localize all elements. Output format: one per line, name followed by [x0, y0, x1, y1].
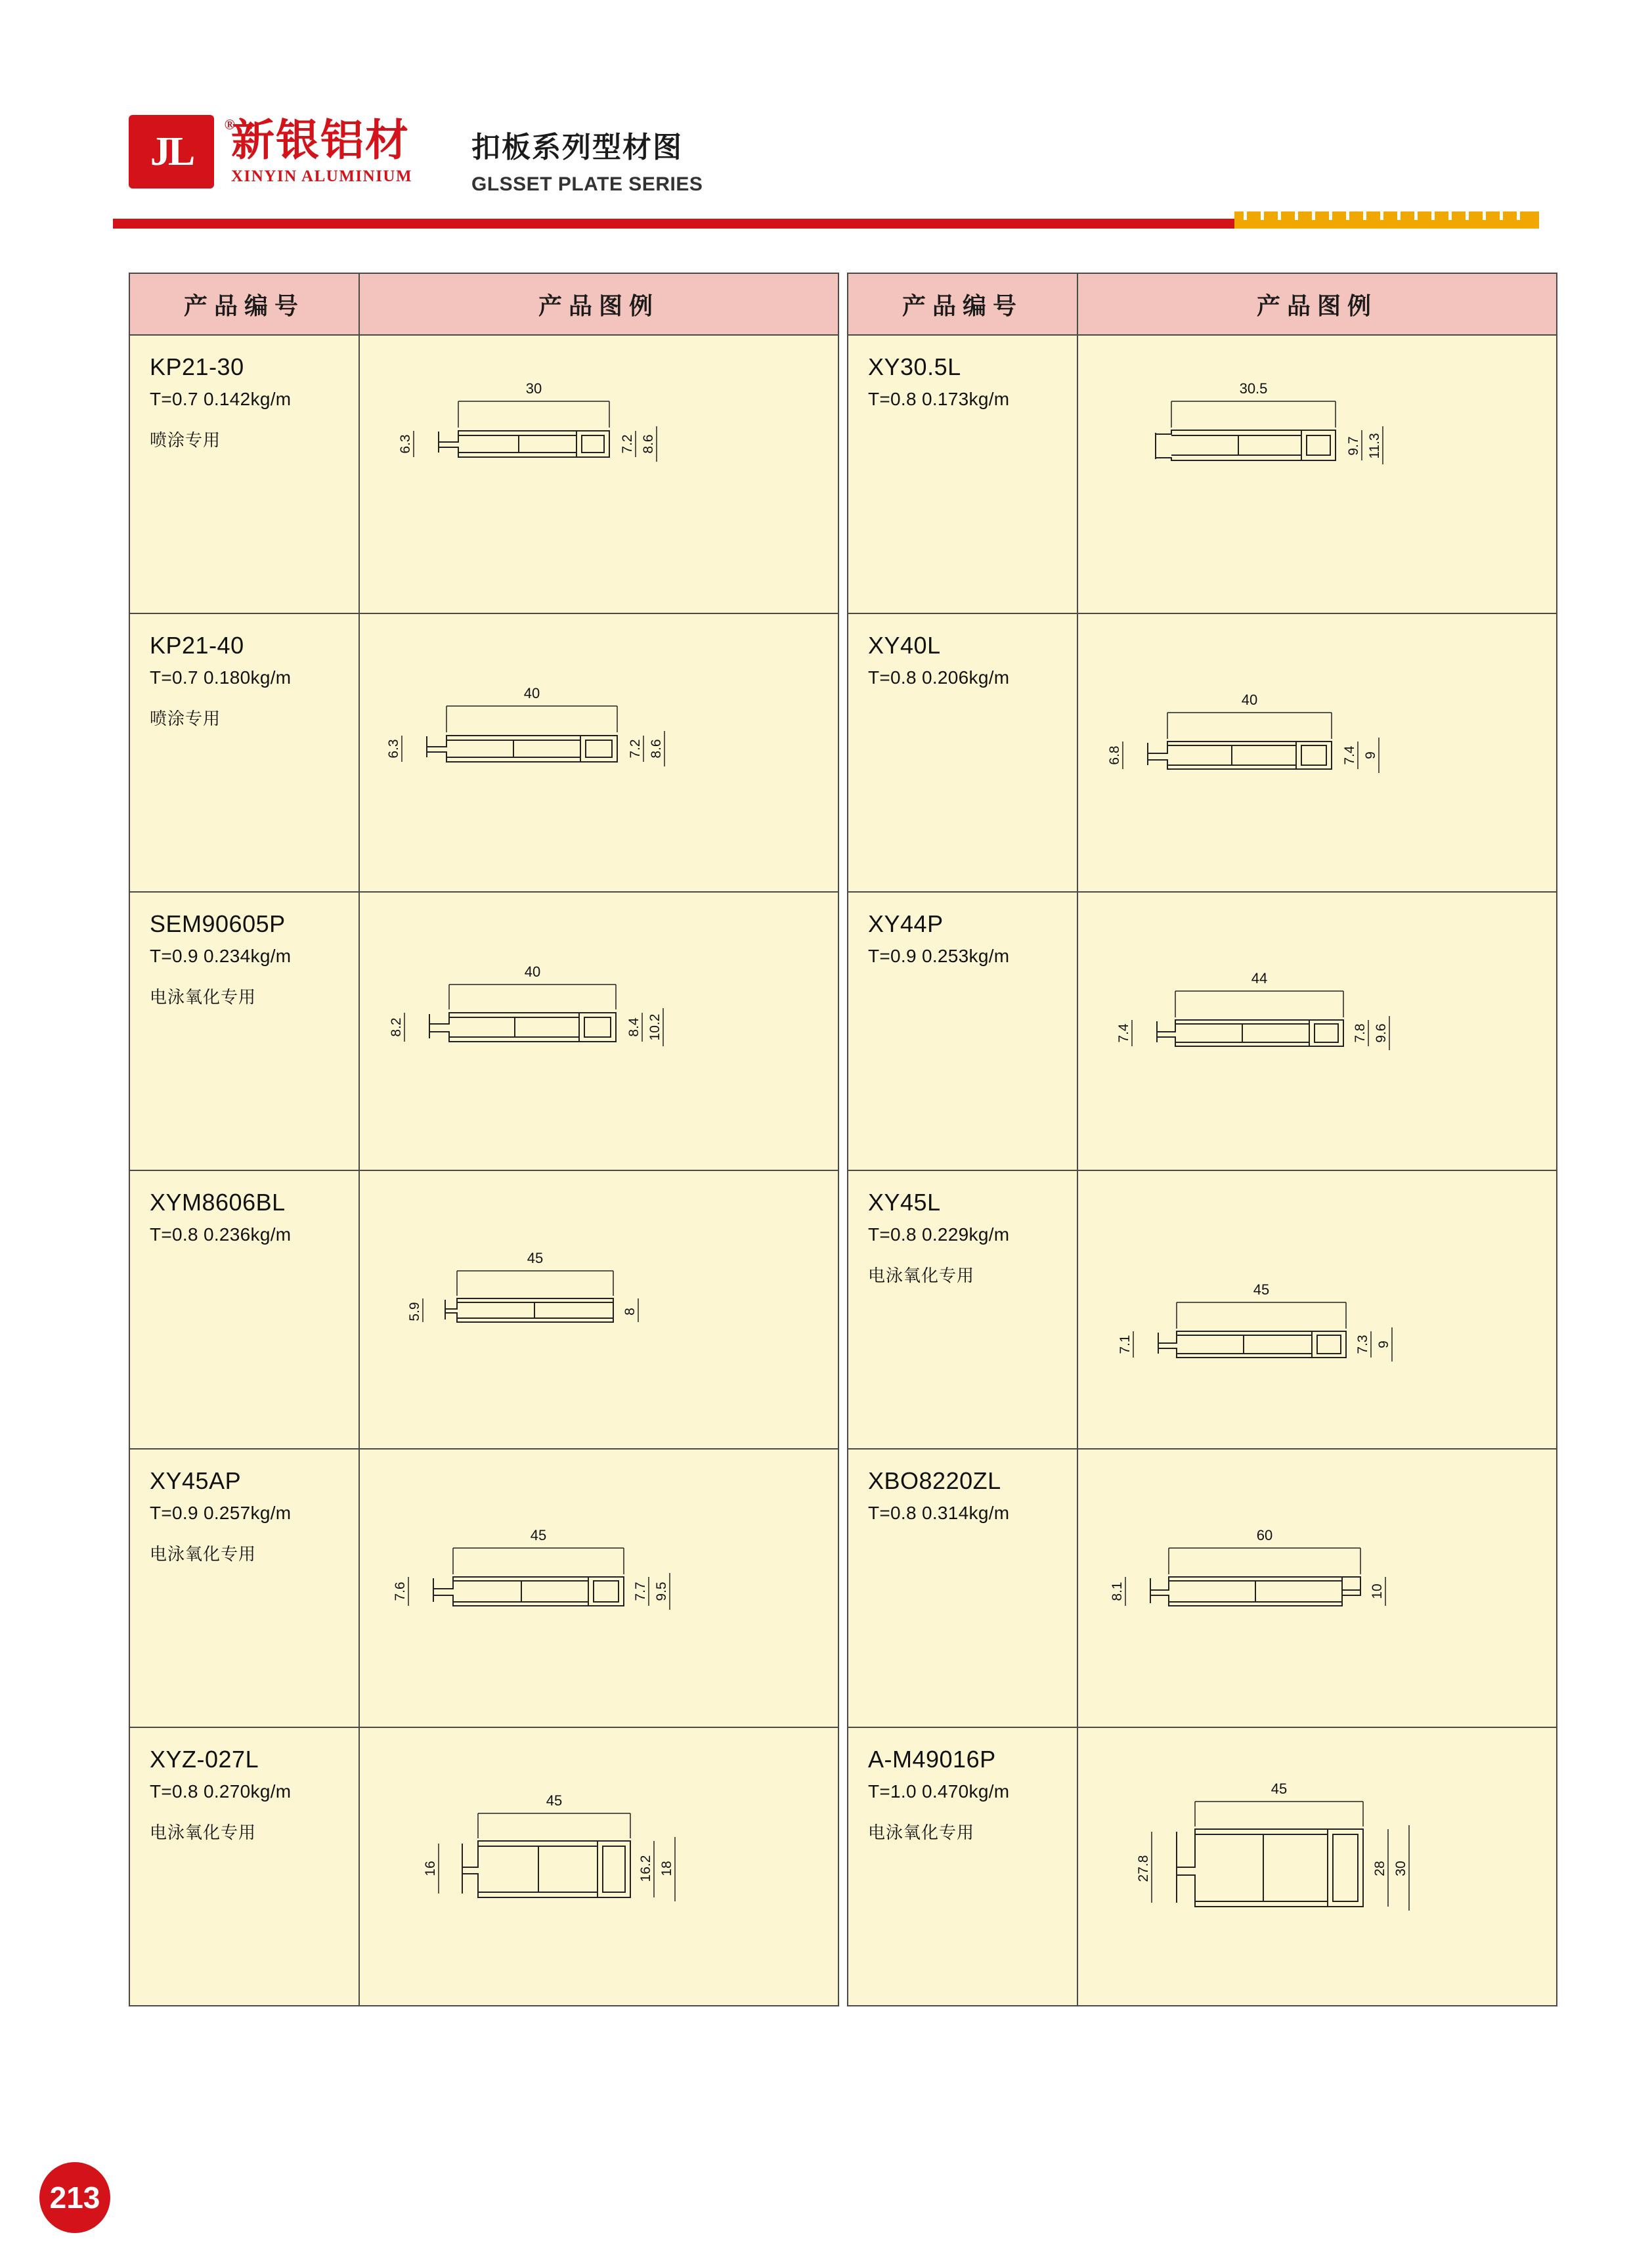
product-code: XYZ-027L	[150, 1746, 259, 1773]
dim-width: 40	[1241, 692, 1258, 708]
table-row	[848, 892, 1557, 1170]
dim-right-inner: 16.2	[638, 1855, 653, 1882]
registered-trademark-icon: ®	[224, 116, 232, 133]
dim-right-outer: 9	[1376, 1340, 1391, 1348]
dim-left: 16	[423, 1861, 438, 1876]
product-spec: T=0.7 0.180kg/m	[150, 667, 292, 688]
product-spec: T=0.9 0.257kg/m	[150, 1503, 292, 1524]
product-figure-cell	[1077, 1449, 1557, 1727]
dim-left: 5.9	[407, 1302, 422, 1321]
product-code: XY40L	[868, 632, 941, 659]
product-spec: T=0.8 0.270kg/m	[150, 1781, 292, 1802]
product-code: KP21-40	[150, 632, 244, 659]
page-title-cn: 扣板系列型材图	[471, 131, 683, 164]
dim-left: 7.1	[1118, 1335, 1133, 1354]
dim-left: 6.3	[386, 739, 401, 759]
profile-drawing	[360, 614, 838, 891]
table-row	[129, 892, 838, 1170]
product-code: KP21-30	[150, 353, 244, 380]
page-title-en: GLSSET PLATE SERIES	[471, 173, 703, 195]
product-figure-cell	[359, 335, 838, 613]
dim-right-outer: 9.5	[654, 1582, 669, 1601]
logo-mark-letters: JL	[150, 129, 193, 174]
column-header-figure: 产品图例	[359, 273, 838, 335]
product-figure-cell	[1077, 1170, 1557, 1449]
dim-width: 45	[1253, 1281, 1270, 1298]
product-spec: T=0.8 0.173kg/m	[868, 389, 1010, 410]
dim-right-outer: 18	[659, 1861, 674, 1876]
profile-drawing	[360, 336, 838, 613]
product-note: 电泳氧化专用	[150, 1545, 257, 1565]
dim-left: 27.8	[1136, 1855, 1151, 1882]
profile-drawing	[360, 1450, 838, 1727]
product-info-cell	[848, 335, 1077, 613]
profile-drawing	[1078, 1450, 1556, 1727]
dim-width: 45	[1271, 1781, 1288, 1797]
dim-right-inner: 8.4	[626, 1017, 641, 1037]
product-info-cell	[129, 1449, 359, 1727]
dim-width: 60	[1256, 1527, 1273, 1543]
profile-drawing	[360, 893, 838, 1170]
dim-right-outer: 9	[1363, 751, 1378, 759]
column-header-figure: 产品图例	[1077, 273, 1557, 335]
dim-right-outer: 10.2	[647, 1013, 663, 1041]
profile-drawing	[1078, 1171, 1556, 1448]
profile-drawing	[360, 1171, 838, 1448]
product-note: 电泳氧化专用	[150, 988, 257, 1008]
product-code: XBO8220ZL	[868, 1467, 1001, 1494]
product-figure-cell	[359, 1170, 838, 1449]
dim-right-inner: 8	[622, 1308, 638, 1316]
product-note: 电泳氧化专用	[868, 1823, 975, 1844]
product-figure-cell	[359, 1727, 838, 2006]
product-table-right	[847, 273, 1557, 2006]
product-figure-cell	[359, 892, 838, 1170]
dim-right-inner: 9.7	[1346, 436, 1361, 456]
product-note: 喷涂专用	[150, 431, 221, 451]
product-code: XY45AP	[150, 1467, 242, 1494]
profile-drawing	[1078, 336, 1556, 613]
dim-left: 8.1	[1110, 1582, 1125, 1601]
page-number-badge: 213	[39, 2162, 110, 2233]
product-figure-cell	[359, 1449, 838, 1727]
brand-name-cn: 新银铝材	[231, 115, 410, 166]
profile-drawing	[1078, 1728, 1556, 2005]
product-spec: T=0.8 0.236kg/m	[150, 1224, 292, 1245]
product-info-cell	[848, 1727, 1077, 2006]
product-code: A-M49016P	[868, 1746, 996, 1773]
profile-drawing	[1078, 893, 1556, 1170]
product-info-cell	[129, 613, 359, 892]
product-code: SEM90605P	[150, 910, 286, 937]
table-row	[848, 335, 1557, 613]
dim-right-inner: 7.3	[1355, 1335, 1370, 1354]
table-row	[848, 1727, 1557, 2006]
table-row	[129, 335, 838, 613]
product-table-left	[129, 273, 839, 2006]
dim-width: 30.5	[1239, 380, 1268, 397]
product-figure-cell	[1077, 335, 1557, 613]
product-code: XY30.5L	[868, 353, 961, 380]
product-code: XY45L	[868, 1189, 941, 1216]
dim-left: 6.8	[1107, 745, 1122, 765]
table-header-row	[129, 273, 838, 335]
table-header-row	[848, 273, 1557, 335]
product-spec: T=0.9 0.234kg/m	[150, 946, 292, 967]
table-row	[848, 613, 1557, 892]
profile-drawing	[360, 1728, 838, 2005]
table-row	[129, 613, 838, 892]
product-spec: T=0.8 0.206kg/m	[868, 667, 1010, 688]
dim-width: 40	[524, 963, 541, 980]
product-info-cell	[848, 1449, 1077, 1727]
column-header-code: 产品编号	[848, 273, 1077, 335]
dim-width: 45	[546, 1792, 563, 1809]
product-info-cell	[848, 1170, 1077, 1449]
product-spec: T=1.0 0.470kg/m	[868, 1781, 1010, 1802]
product-code: XY44P	[868, 910, 944, 937]
product-info-cell	[129, 335, 359, 613]
dim-right-outer: 8.6	[649, 739, 664, 759]
product-figure-cell	[1077, 613, 1557, 892]
dim-width: 45	[527, 1250, 544, 1266]
product-spec: T=0.8 0.314kg/m	[868, 1503, 1010, 1524]
dim-width: 44	[1251, 970, 1268, 986]
dim-right-inner: 7.7	[633, 1582, 648, 1601]
dim-left: 8.2	[389, 1017, 404, 1037]
dim-right-inner: 28	[1372, 1861, 1387, 1876]
product-code: XYM8606BL	[150, 1189, 286, 1216]
product-info-cell	[848, 892, 1077, 1170]
dim-width: 40	[523, 685, 540, 701]
dim-right-outer: 11.3	[1367, 433, 1382, 459]
dim-width: 45	[530, 1527, 547, 1543]
dim-right-outer: 8.6	[641, 434, 656, 454]
dim-right-outer: 30	[1393, 1861, 1408, 1876]
dim-width: 30	[525, 380, 542, 397]
table-row	[129, 1449, 838, 1727]
product-info-cell	[129, 1727, 359, 2006]
product-spec: T=0.7 0.142kg/m	[150, 389, 292, 410]
dim-right-inner: 7.2	[628, 739, 643, 759]
product-info-cell	[129, 892, 359, 1170]
product-note: 喷涂专用	[150, 709, 221, 730]
dim-right-inner: 7.8	[1353, 1023, 1368, 1043]
product-info-cell	[129, 1170, 359, 1449]
product-spec: T=0.8 0.229kg/m	[868, 1224, 1010, 1245]
table-row	[129, 1727, 838, 2006]
dim-left: 7.4	[1116, 1023, 1131, 1043]
dim-right-inner: 10	[1370, 1583, 1385, 1599]
product-spec: T=0.9 0.253kg/m	[868, 946, 1010, 967]
brand-name-en: XINYIN ALUMINIUM	[231, 167, 413, 185]
product-note: 电泳氧化专用	[150, 1823, 257, 1844]
dim-right-outer: 9.6	[1374, 1023, 1389, 1043]
table-row	[848, 1170, 1557, 1449]
column-header-code: 产品编号	[129, 273, 359, 335]
table-row	[848, 1449, 1557, 1727]
dim-right-inner: 7.2	[620, 434, 635, 454]
dim-right-inner: 7.4	[1342, 745, 1357, 765]
product-figure-cell	[1077, 892, 1557, 1170]
profile-drawing	[1078, 614, 1556, 891]
dim-left: 7.6	[393, 1582, 408, 1601]
product-info-cell	[848, 613, 1077, 892]
product-note: 电泳氧化专用	[868, 1266, 975, 1287]
product-figure-cell	[1077, 1727, 1557, 2006]
dim-left: 6.3	[398, 434, 413, 454]
table-row	[129, 1170, 838, 1449]
product-figure-cell	[359, 613, 838, 892]
